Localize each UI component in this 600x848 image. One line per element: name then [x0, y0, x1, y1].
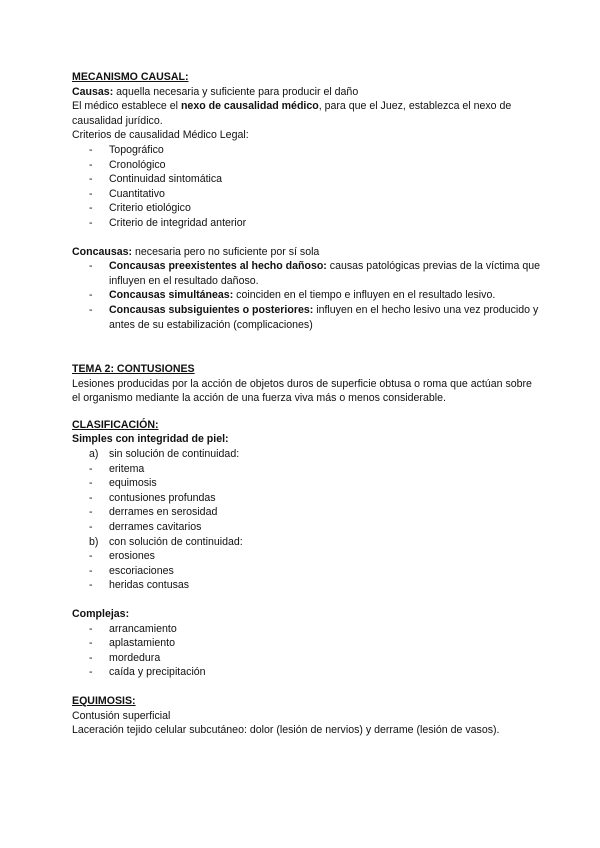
- subsection-a: [72, 447, 540, 462]
- concausas-label: Concausas:: [72, 245, 133, 258]
- concausa-bold: Concausas preexistentes al hecho dañoso:: [109, 260, 327, 273]
- list-item: [89, 288, 540, 303]
- concausa-text: influyen en el hecho lesivo una vez producido y antes de su estabilización (complicaciones): [109, 303, 539, 331]
- causas-text: aquella necesaria y suficiente para producir el daño: [113, 85, 359, 98]
- criterios-intro: Criterios de causalidad Médico Legal:: [72, 129, 249, 142]
- nexo-bold: nexo de causalidad médico: [180, 100, 319, 113]
- b-items-list: [72, 549, 540, 593]
- list-item: - Criterio etiológico: [89, 201, 540, 216]
- concausa-text: causas patológicas previas de la víctima que influyen en el resultado dañoso.: [109, 260, 541, 287]
- list-item: - Cuantitativo: [89, 187, 540, 202]
- concausa-bold: Concausas simultáneas:: [109, 289, 234, 302]
- complejas-title: Complejas:: [72, 608, 130, 620]
- equimosis-line2: Laceración tejido celular subcutáneo: dolor (lesión de nervios) y derrame (lesión de vasos).: [72, 724, 500, 737]
- causas-label: Causas:: [72, 85, 114, 98]
- subsection-b-label: con solución de continuidad:: [109, 535, 243, 548]
- subsection-b-mark: b): [89, 535, 99, 548]
- subsection-a-label: sin solución de continuidad:: [109, 448, 240, 461]
- tema2-heading: TEMA 2: CONTUSIONES: [72, 363, 195, 376]
- list-item: - Criterio de integridad anterior: [89, 216, 540, 231]
- concausa-bold: Concausas subsiguientes o posteriores:: [109, 303, 314, 316]
- list-item: [89, 259, 540, 288]
- list-item: - arrancamiento: [89, 622, 540, 637]
- clasificacion-heading: CLASIFICACIÓN:: [72, 418, 159, 431]
- list-item: - escoriaciones: [89, 564, 540, 579]
- list-item: - contusiones profundas: [89, 491, 540, 506]
- list-item: - caída y precipitación: [89, 665, 540, 680]
- complejas-list: [72, 622, 540, 680]
- list-item: - mordedura: [89, 651, 540, 666]
- equimosis-heading: EQUIMOSIS:: [72, 694, 136, 707]
- subsection-a-mark: a): [89, 448, 99, 461]
- causas-line: [72, 85, 540, 100]
- list-item: - aplastamiento: [89, 636, 540, 651]
- simples-title: Simples con integridad de piel:: [72, 433, 229, 446]
- criterios-list: [72, 143, 540, 231]
- list-item: - derrames en serosidad: [89, 505, 540, 520]
- list-item: [89, 303, 540, 332]
- list-item: - Continuidad sintomática: [89, 172, 540, 187]
- list-item: - eritema: [89, 462, 540, 477]
- subsection-b: [72, 535, 540, 550]
- mecanismo-heading: MECANISMO CAUSAL:: [72, 71, 189, 83]
- list-item: - erosiones: [89, 549, 540, 564]
- nexo-post: , para que el Juez, establezca el nexo de causalidad jurídico.: [72, 100, 512, 127]
- list-item: - heridas contusas: [89, 578, 540, 593]
- concausas-list: [72, 259, 540, 332]
- tema2-text: Lesiones producidas por la acción de objetos duros de superficie obtusa o roma que actúan sobre el organismo mediante la acción de una fuerza viva más o menos considerable.: [72, 377, 532, 405]
- concausas-line: [72, 245, 540, 260]
- list-item: - derrames cavitarios: [89, 520, 540, 535]
- concausa-text: coinciden en el tiempo e influyen en el resultado lesivo.: [233, 289, 496, 302]
- nexo-paragraph: [72, 99, 540, 128]
- list-item: - Cronológico: [89, 158, 540, 173]
- nexo-pre: El médico establece el: [72, 100, 181, 113]
- list-item: - equimosis: [89, 476, 540, 491]
- a-items-list: [72, 462, 540, 535]
- equimosis-line1: Contusión superficial: [72, 709, 171, 722]
- concausas-text: necesaria pero no suficiente por sí sola: [132, 245, 320, 258]
- list-item: - Topográfico: [89, 143, 540, 158]
